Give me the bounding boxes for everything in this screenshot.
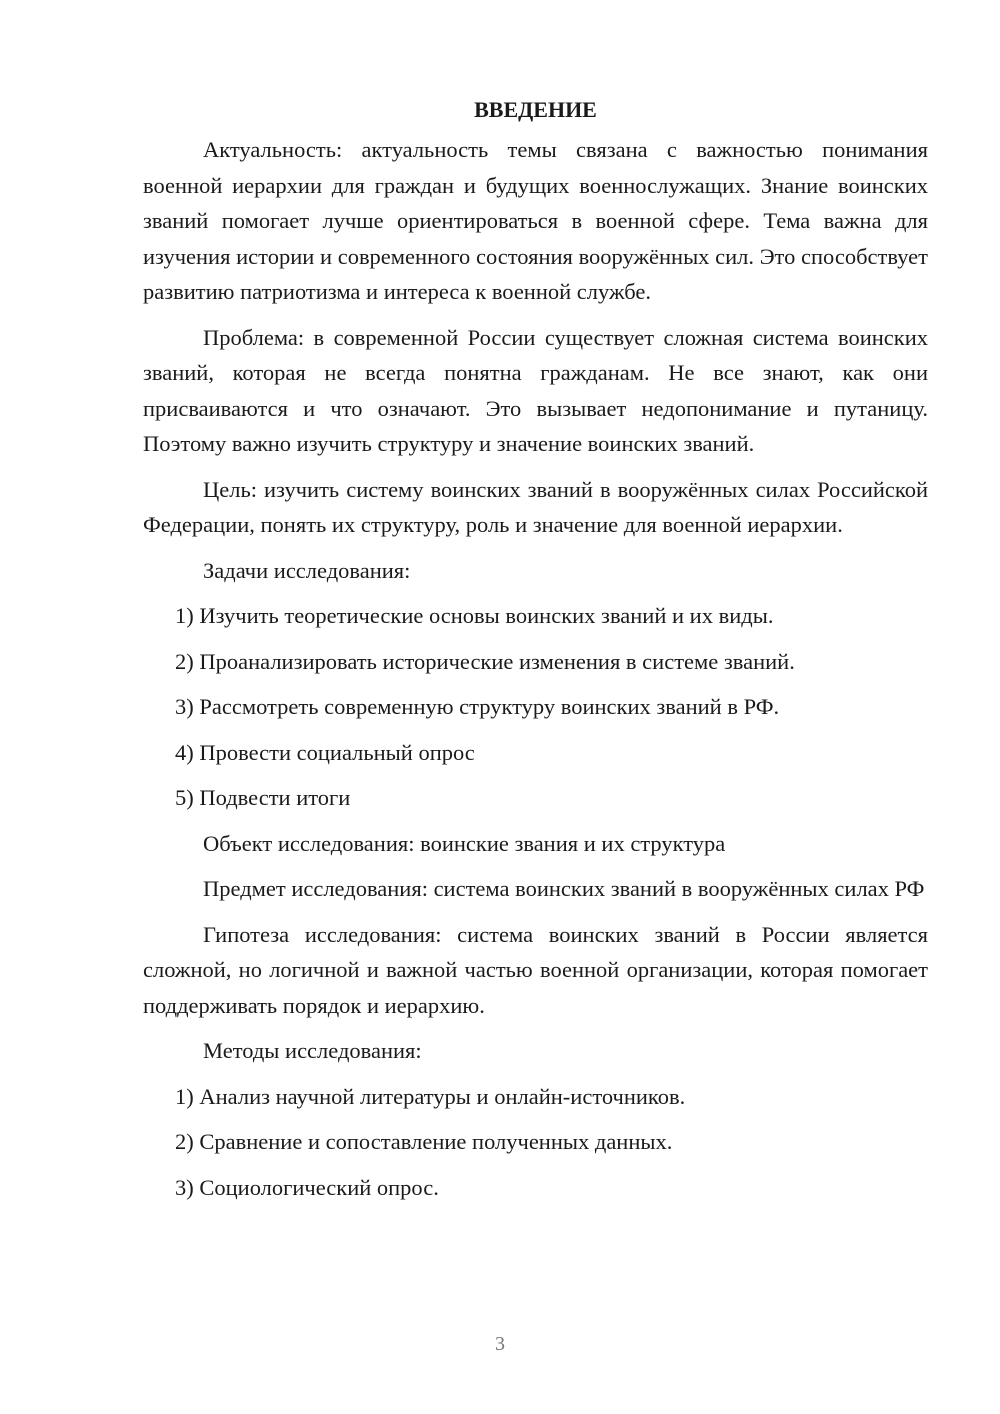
page-number: 3 (495, 1333, 505, 1355)
hypothesis-paragraph: Гипотеза исследования: система воинских званий в России является сложной, но логичной и важной частью военной организации, которая помогает поддерживать порядок и иерархию. (143, 921, 928, 1018)
list-item: 4) Провести социальный опрос (175, 739, 475, 765)
list-item: 2) Проанализировать исторические изменения в системе званий. (175, 648, 795, 674)
list-item: 5) Подвести итоги (175, 785, 351, 810)
list-item: 2) Сравнение и сопоставление полученных данных. (175, 1129, 673, 1154)
document-page (143, 92, 928, 1215)
goal-paragraph: Цель: изучить систему воинских званий в вооружённых силах Российской Федерации, понять их структуру, роль и значение для военной иерархии. (143, 476, 928, 537)
tasks-heading: Задачи исследования: (203, 557, 411, 583)
subject-paragraph: Предмет исследования: система воинских званий в вооружённых силах РФ (203, 876, 925, 901)
list-item: 3) Рассмотреть современную структуру воинских званий в РФ. (175, 694, 780, 719)
object-paragraph: Объект исследования: воинские звания и их структура (203, 830, 726, 856)
list-item: 1) Анализ научной литературы и онлайн-источников. (175, 1083, 686, 1109)
list-item: 3) Социологический опрос. (175, 1174, 439, 1200)
methods-list (143, 1079, 928, 1206)
methods-heading: Методы исследования: (203, 1038, 422, 1063)
problem-paragraph: Проблема: в современной России существует сложная система воинских званий, которая не всегда понятна гражданам. Не все знают, как они присваиваются и что означают. Это вызывает недопонимание и путаницу. Поэтому важно изучить структуру и значение воинских званий. (143, 324, 928, 456)
page-title: ВВЕДЕНИЕ (474, 97, 597, 122)
relevance-paragraph: Актуальность: актуальность темы связана с важностью понимания военной иерархии для граждан и будущих военнослужащих. Знание воинских званий помогает лучше ориентироваться в военной сфере. Тема важна для изучения истории и современного состояния вооружённых сил. Это способствует развитию патриотизма и интереса к военной службе. (143, 137, 928, 304)
tasks-list (143, 598, 928, 816)
list-item: 1) Изучить теоретические основы воинских званий и их виды. (175, 603, 774, 628)
